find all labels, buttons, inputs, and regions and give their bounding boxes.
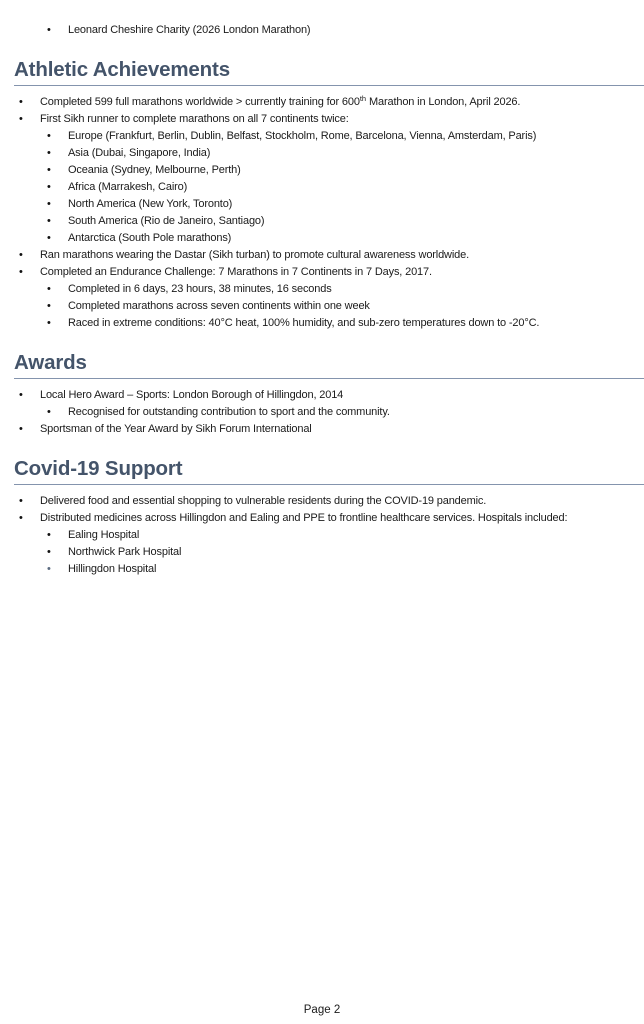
bullet-item <box>0 561 644 578</box>
bullet-item <box>0 298 644 315</box>
bullet-marker: • <box>47 283 51 295</box>
bullet-item <box>0 404 644 421</box>
bullet-marker: • <box>47 181 51 193</box>
bullet-marker: • <box>19 512 23 524</box>
page-number: Page 2 <box>303 1004 341 1016</box>
section-bullet-list <box>0 387 644 438</box>
page-footer <box>0 1004 644 1024</box>
bullet-item <box>0 128 644 145</box>
bullet-marker: • <box>47 198 51 210</box>
bullet-marker: • <box>47 529 51 541</box>
section-awards <box>0 352 644 438</box>
bullet-item <box>0 196 644 213</box>
bullet-item <box>0 544 644 561</box>
bullet-marker: • <box>47 130 51 142</box>
bullet-marker: • <box>47 147 51 159</box>
bullet-item <box>0 493 644 510</box>
bullet-item <box>0 264 644 281</box>
bullet-text: Leonard Cheshire Charity (2026 London Marathon) <box>68 24 311 36</box>
bullet-text: Distributed medicines across Hillingdon and Ealing and PPE to frontline healthcare services. Hospitals included: <box>40 512 568 524</box>
bullet-marker: • <box>47 406 51 418</box>
bullet-item <box>0 213 644 230</box>
bullet-text: South America (Rio de Janeiro, Santiago) <box>68 215 265 227</box>
section-title: Covid-19 Support <box>14 458 644 485</box>
bullet-text: Northwick Park Hospital <box>68 546 182 558</box>
section-title: Athletic Achievements <box>14 59 644 86</box>
bullet-text: North America (New York, Toronto) <box>68 198 233 210</box>
section-bullet-list <box>0 94 644 332</box>
bullet-item <box>0 230 644 247</box>
bullet-item <box>0 281 644 298</box>
bullet-item <box>0 22 644 39</box>
bullet-text: Local Hero Award – Sports: London Borough of Hillingdon, 2014 <box>40 389 344 401</box>
bullet-item <box>0 162 644 179</box>
bullet-marker: • <box>19 266 23 278</box>
section-athletic-achievements <box>0 59 644 332</box>
bullet-text: Recognised for outstanding contribution to sport and the community. <box>68 406 390 418</box>
superscript-text: th <box>359 93 367 103</box>
section-bullet-list <box>0 493 644 578</box>
section-covid-19-support <box>0 458 644 578</box>
bullet-marker: • <box>47 317 51 329</box>
bullet-marker: • <box>47 300 51 312</box>
bullet-text: Delivered food and essential shopping to vulnerable residents during the COVID-19 pandemic. <box>40 495 487 507</box>
bullet-text <box>40 94 644 111</box>
bullet-marker: • <box>19 249 23 261</box>
bullet-item <box>0 510 644 527</box>
bullet-item <box>0 94 644 111</box>
top-bullet-list <box>0 22 644 39</box>
bullet-text: Asia (Dubai, Singapore, India) <box>68 147 211 159</box>
section-title: Awards <box>14 352 644 379</box>
bullet-marker: • <box>47 24 51 36</box>
bullet-item <box>0 179 644 196</box>
bullet-text: Completed an Endurance Challenge: 7 Marathons in 7 Continents in 7 Days, 2017. <box>40 266 432 278</box>
bullet-text: Raced in extreme conditions: 40°C heat, 100% humidity, and sub-zero temperatures down to -20°C. <box>68 317 540 329</box>
bullet-item <box>0 145 644 162</box>
bullet-marker: • <box>47 215 51 227</box>
bullet-item <box>0 315 644 332</box>
bullet-text: Africa (Marrakesh, Cairo) <box>68 181 188 193</box>
bullet-item <box>0 421 644 438</box>
bullet-marker: • <box>19 495 23 507</box>
bullet-marker: • <box>47 563 51 575</box>
bullet-text: Ran marathons wearing the Dastar (Sikh turban) to promote cultural awareness worldwide. <box>40 249 469 261</box>
bullet-item <box>0 111 644 128</box>
bullet-item <box>0 527 644 544</box>
bullet-text: Ealing Hospital <box>68 529 140 541</box>
document-sections <box>0 39 644 578</box>
bullet-marker: • <box>47 546 51 558</box>
bullet-text: Antarctica (South Pole marathons) <box>68 232 232 244</box>
bullet-item <box>0 387 644 404</box>
bullet-text: Europe (Frankfurt, Berlin, Dublin, Belfast, Stockholm, Rome, Barcelona, Vienna, Amsterdam, Paris) <box>68 130 537 142</box>
bullet-marker: • <box>19 96 23 108</box>
text-segment: Completed 599 full marathons worldwide > currently training for 600 <box>40 96 360 108</box>
bullet-marker: • <box>19 389 23 401</box>
bullet-marker: • <box>19 113 23 125</box>
bullet-marker: • <box>47 164 51 176</box>
bullet-text: Oceania (Sydney, Melbourne, Perth) <box>68 164 241 176</box>
bullet-text: Completed in 6 days, 23 hours, 38 minutes, 16 seconds <box>68 283 332 295</box>
bullet-text: Sportsman of the Year Award by Sikh Forum International <box>40 423 312 435</box>
bullet-text: Hillingdon Hospital <box>68 563 157 575</box>
text-segment: Marathon in London, April 2026. <box>366 96 521 108</box>
bullet-item <box>0 247 644 264</box>
bullet-marker: • <box>47 232 51 244</box>
bullet-marker: • <box>19 423 23 435</box>
bullet-text: First Sikh runner to complete marathons on all 7 continents twice: <box>40 113 349 125</box>
bullet-text: Completed marathons across seven continents within one week <box>68 300 370 312</box>
